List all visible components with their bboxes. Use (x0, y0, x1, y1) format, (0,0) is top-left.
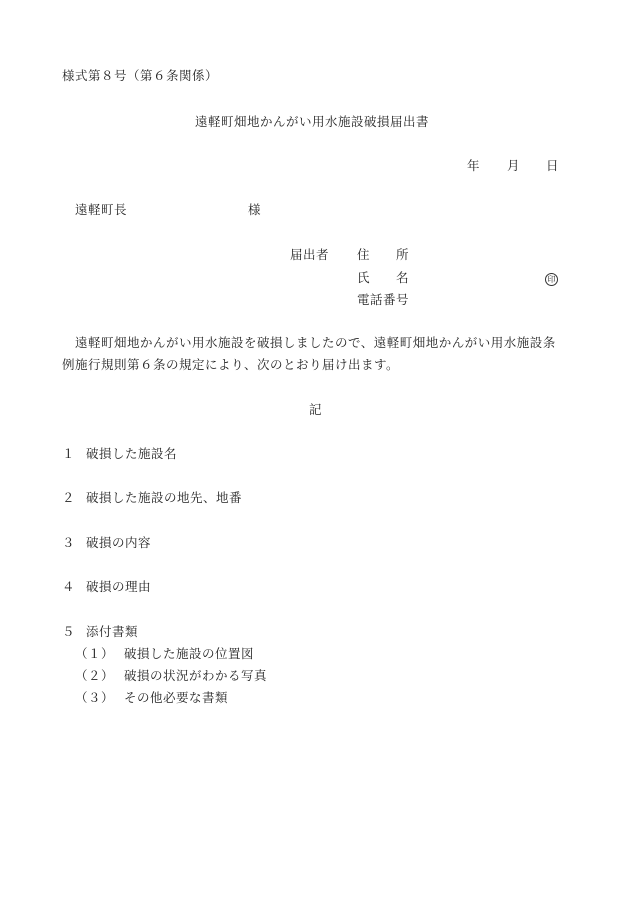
body-paragraph (62, 332, 577, 376)
attachment-3-number: （３） (75, 690, 115, 705)
attachment-3-label: その他必要な書類 (124, 690, 229, 705)
notifier-name-label: 氏 名 (357, 270, 410, 285)
seal-mark (545, 270, 558, 286)
date-month-label: 月 (507, 158, 521, 173)
attachment-1-label: 破損した施設の位置図 (124, 646, 255, 661)
item-2-number: ２ (62, 490, 76, 505)
item-5-number: ５ (62, 624, 76, 639)
form-number-label: 様式第８号（第６条関係） (62, 68, 219, 83)
date-day-label: 日 (546, 158, 560, 173)
attachment-1-number: （１） (75, 646, 115, 661)
body-line-2: 例施行規則第６条の規定により、次のとおり届け出ます。 (62, 357, 400, 372)
item-2-label: 破損した施設の地先、地番 (86, 490, 243, 505)
item-5-label: 添付書類 (86, 624, 139, 639)
item-3-number: ３ (62, 535, 76, 550)
item-1-number: １ (62, 446, 76, 461)
addressee-honorific: 様 (248, 202, 262, 217)
item-1-label: 破損した施設名 (86, 446, 178, 461)
item-3-label: 破損の内容 (86, 535, 152, 550)
addressee-name: 遠軽町長 (75, 202, 128, 217)
notifier-phone-label: 電話番号 (357, 292, 410, 307)
ki-heading: 記 (309, 402, 323, 417)
notifier-label: 届出者 (290, 247, 330, 262)
item-4-label: 破損の理由 (86, 579, 152, 594)
date-year-label: 年 (467, 158, 481, 173)
attachment-2-label: 破損の状況がわかる写真 (124, 668, 268, 683)
notifier-address-label: 住 所 (357, 247, 410, 262)
item-4-number: ４ (62, 579, 76, 594)
document-title: 遠軽町畑地かんがい用水施設破損届出書 (195, 114, 430, 129)
attachment-2-number: （２） (75, 668, 115, 683)
seal-icon: 印 (545, 273, 558, 286)
body-line-1: 遠軽町畑地かんがい用水施設を破損しましたので、遠軽町畑地かんがい用水施設条 (62, 335, 556, 350)
